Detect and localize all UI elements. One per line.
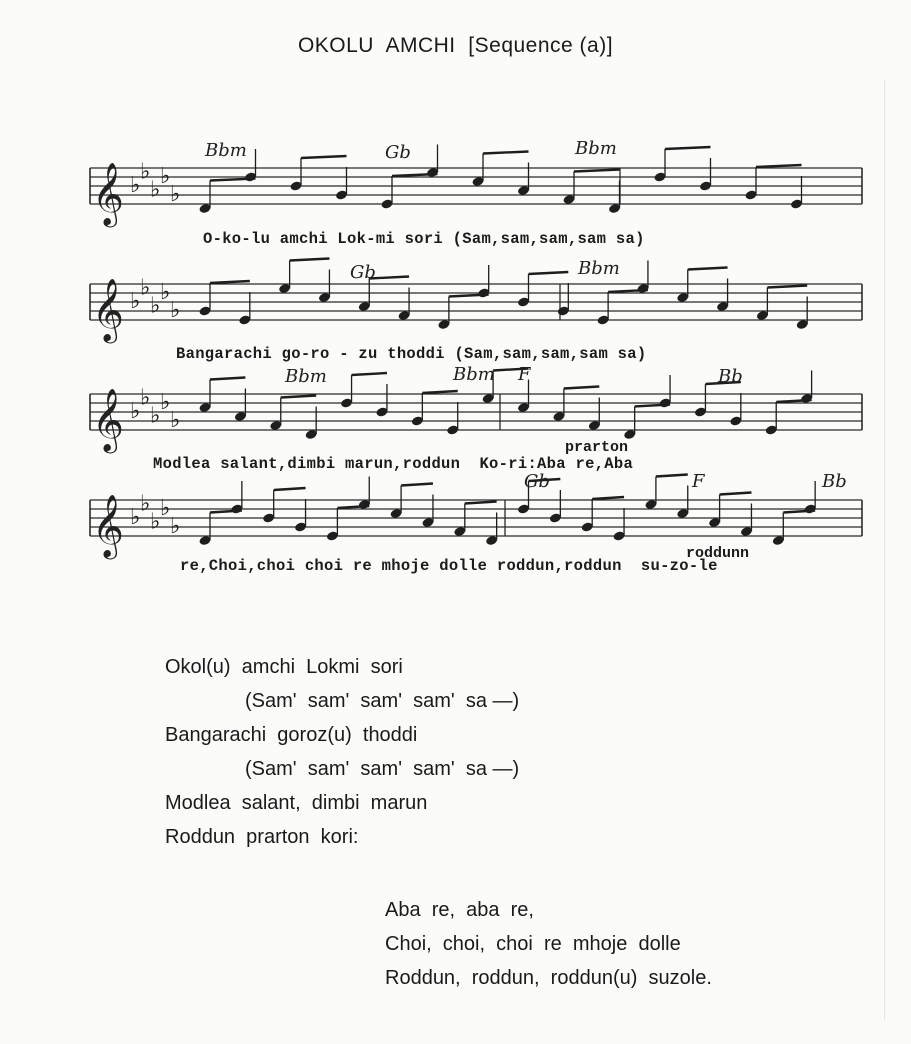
chord-symbol: Bbm: [575, 138, 617, 159]
lyric-line: Bangarachi go-ro - zu thoddi (Sam,sam,sam,sam sa): [176, 345, 647, 363]
chord-symbol: Bbm: [453, 364, 495, 385]
refrain-line: Aba re, aba re,: [385, 899, 534, 921]
note-beam: [281, 396, 316, 398]
note-beam: [483, 152, 529, 154]
note-beam: [592, 497, 624, 499]
note-beam: [529, 272, 569, 274]
flat-sign: ♭: [150, 293, 161, 319]
note-beam: [656, 475, 688, 477]
chord-symbol: Bb: [718, 366, 743, 387]
note-beam: [352, 373, 387, 375]
note-beam: [301, 156, 347, 158]
note-beam: [665, 147, 711, 149]
song-title: OKOLU AMCHI [Sequence (a)]: [297, 34, 614, 57]
flat-sign: ♭: [160, 390, 171, 415]
verse-line: Bangarachi goroz(u) thoddi: [165, 724, 418, 746]
verse-line: Roddun prarton kori:: [165, 826, 359, 848]
note-beam: [720, 493, 752, 495]
lyric-line: O-ko-lu amchi Lok-mi sori (Sam,sam,sam,sam sa): [203, 230, 645, 248]
flat-sign: ♭: [130, 505, 141, 530]
flat-sign: ♭: [170, 408, 181, 433]
chord-symbol: Gb: [385, 142, 411, 163]
chord-symbol: Gb: [350, 262, 376, 283]
flat-sign: ♭: [160, 496, 171, 521]
flat-sign: ♭: [150, 403, 161, 429]
flat-sign: ♭: [140, 385, 151, 411]
note-beam: [574, 170, 620, 172]
verse-line: Okol(u) amchi Lokmi sori: [165, 656, 403, 678]
chord-symbol: Bbm: [578, 258, 620, 279]
flat-sign: ♭: [130, 399, 141, 424]
verse-line: (Sam' sam' sam' sam' sa —): [245, 758, 520, 780]
verse-line: (Sam' sam' sam' sam' sa —): [245, 690, 520, 712]
flat-sign: ♭: [170, 182, 181, 207]
chord-symbol: Bb: [822, 471, 847, 492]
treble-clef: 𝄞: [92, 494, 124, 557]
note-beam: [210, 281, 250, 283]
note-beam: [767, 286, 807, 288]
note-beam: [401, 484, 433, 486]
flat-sign: ♭: [150, 509, 161, 535]
lyric-annotation: prarton: [565, 439, 629, 456]
note-beam: [274, 488, 306, 490]
flat-sign: ♭: [170, 298, 181, 323]
flat-sign: ♭: [160, 164, 171, 189]
flat-sign: ♭: [170, 514, 181, 539]
lyric-line: re,Choi,choi choi re mhoje dolle roddun,roddun su-zo-le: [180, 557, 718, 575]
chord-symbol: Bbm: [205, 140, 247, 161]
flat-sign: ♭: [160, 280, 171, 305]
chord-symbol: F: [518, 364, 531, 385]
flat-sign: ♭: [130, 173, 141, 198]
refrain-line: Choi, choi, choi re mhoje dolle: [385, 933, 681, 955]
note-beam: [422, 391, 457, 393]
note-beam: [564, 387, 599, 389]
flat-sign: ♭: [140, 159, 151, 185]
page-edge-mark: [884, 80, 885, 1020]
lyric-line: Modlea salant,dimbi marun,roddun Ko-ri:Aba re,Aba: [153, 455, 634, 473]
chord-symbol: Gb: [524, 471, 550, 492]
chord-symbol: F: [692, 471, 705, 492]
flat-sign: ♭: [140, 491, 151, 517]
note-beam: [290, 259, 330, 261]
note-beam: [465, 502, 497, 504]
verse-line: Modlea salant, dimbi marun: [165, 792, 428, 814]
refrain-line: Roddun, roddun, roddun(u) suzole.: [385, 967, 712, 989]
treble-clef: 𝄞: [92, 278, 124, 341]
chord-symbol: Bbm: [285, 366, 327, 387]
note-beam: [756, 165, 802, 167]
flat-sign: ♭: [150, 177, 161, 203]
treble-clef: 𝄞: [92, 162, 124, 225]
treble-clef: 𝄞: [92, 388, 124, 451]
note-beam: [688, 268, 728, 270]
lyric-annotation: roddunn: [686, 545, 750, 562]
flat-sign: ♭: [140, 275, 151, 301]
flat-sign: ♭: [130, 289, 141, 314]
note-beam: [210, 378, 245, 380]
